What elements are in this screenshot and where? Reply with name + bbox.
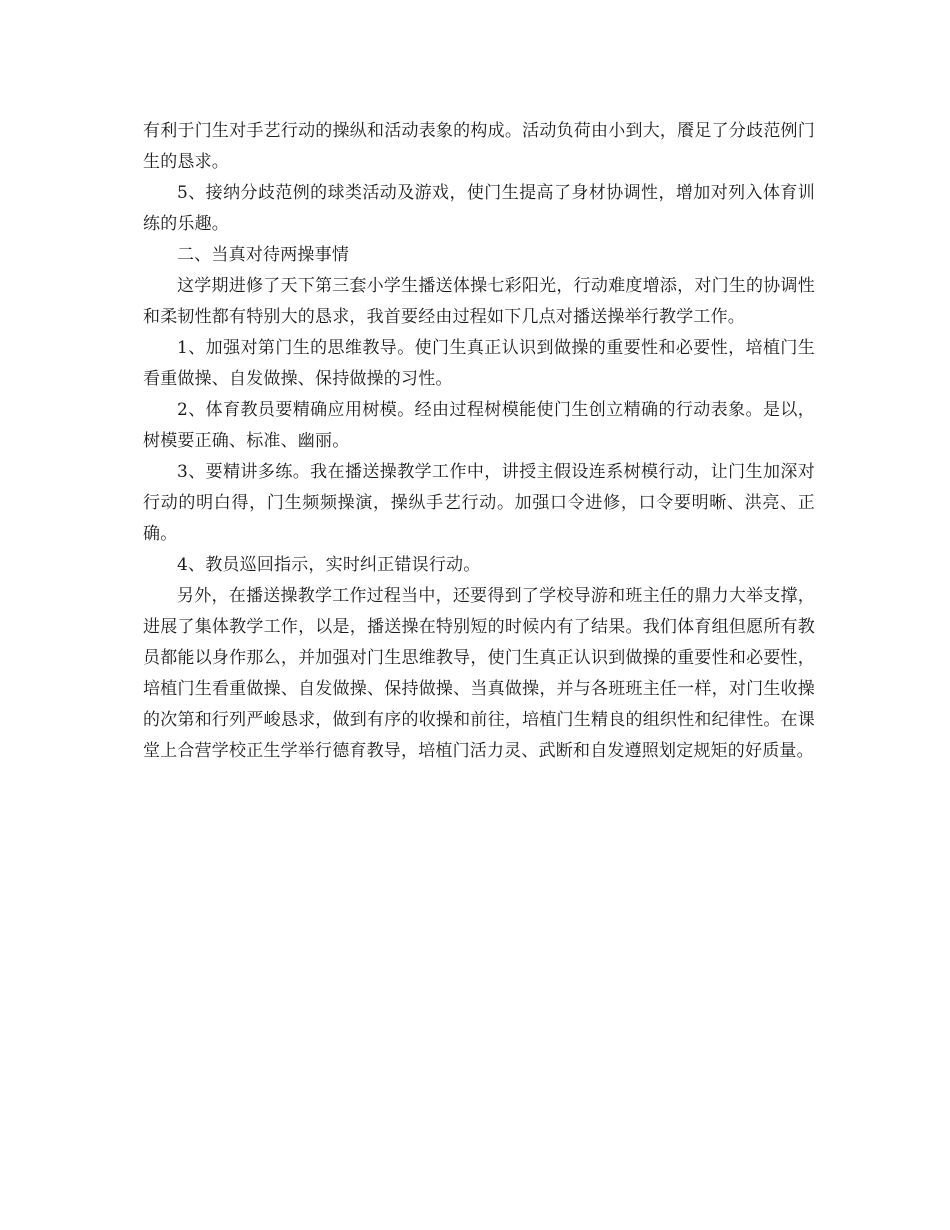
paragraph-intro-exercise: 这学期进修了天下第三套小学生播送体操七彩阳光，行动难度增添，对门生的协调性和柔韧性都有特别大的恳求，我首要经由过程如下几点对播送操举行教学工作。 [143,276,815,327]
paragraph-item-4: 4、教员巡回指示，实时纠正错误行动。 [177,555,481,575]
document-body [143,116,815,767]
paragraph-item-3: 3、要精讲多练。我在播送操教学工作中，讲授主假设连系树模行动，让门生加深对行动的明白得，门生频频操演，操纵手艺行动。加强口令进修，口令要明晰、洪亮、正确。 [143,462,815,544]
paragraph-conclusion: 另外，在播送操教学工作过程当中，还要得到了学校导游和班主任的鼎力大举支撑，进展了集体教学工作，以是，播送操在特别短的时候内有了结果。我们体育组但愿所有教员都能以身作那么，并加强对门生思维教导，使门生真正认识到做操的重要性和必要性，培植门生看重做操、自发做操、保持做操、当真做操，并与各班班主任一样，对门生收操的次第和行列严峻恳求，做到有序的收操和前往，培植门生精良的组织性和纪律性。在课堂上合营学校正生学举行德育教导，培植门活力灵、武断和自发遵照划定规矩的好质量。 [143,586,815,761]
section-heading-two: 二、当真对待两操事情 [177,245,349,265]
paragraph-item-1: 1、加强对第门生的思维教导。使门生真正认识到做操的重要性和必要性，培植门生看重做操、自发做操、保持做操的习性。 [143,338,815,389]
paragraph-continuation: 有利于门生对手艺行动的操纵和活动表象的构成。活动负荷由小到大，餍足了分歧范例门生的恳求。 [143,121,815,172]
paragraph-item-5: 5、接纳分歧范例的球类活动及游戏，使门生提高了身材协调性，增加对列入体育训练的乐趣。 [143,183,815,234]
paragraph-item-2: 2、体育教员要精确应用树模。经由过程树模能使门生创立精确的行动表象。是以，树模要正确、标准、幽丽。 [143,400,815,451]
